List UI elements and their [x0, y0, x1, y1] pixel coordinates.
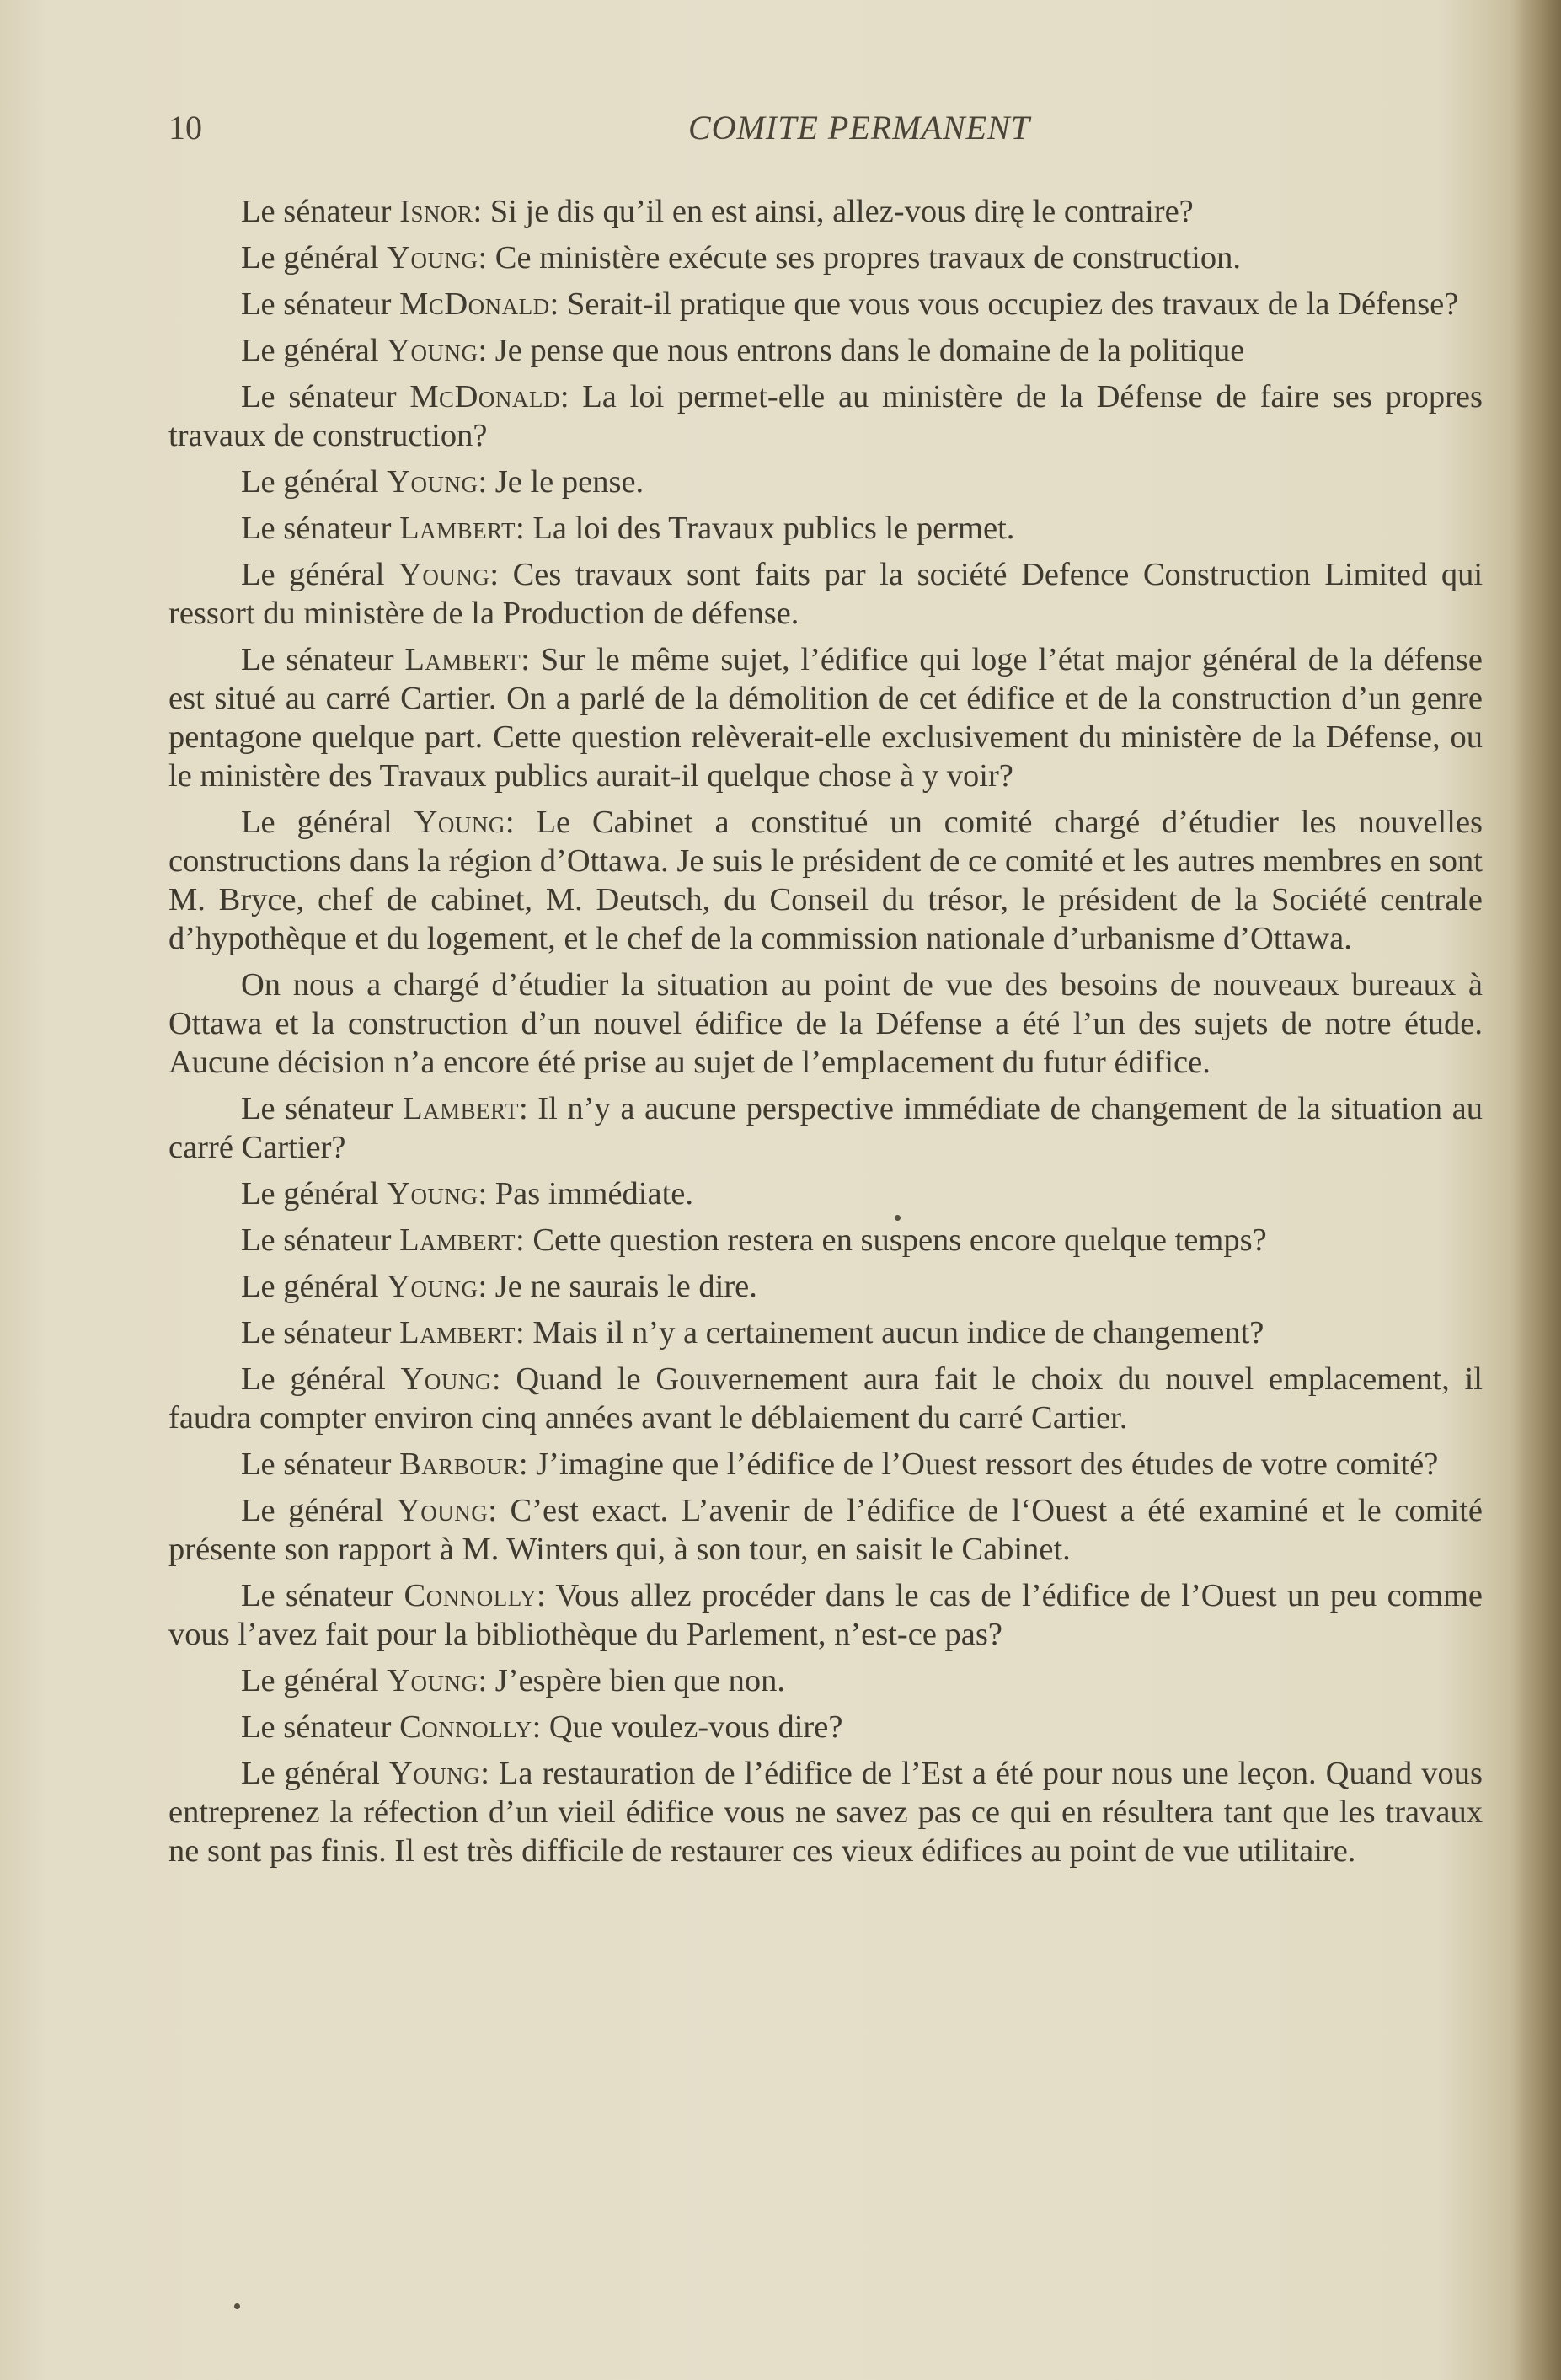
- speaker-name: Young: [400, 1361, 492, 1397]
- speaker-role: Le sénateur: [241, 379, 397, 414]
- transcript-paragraph: [168, 238, 1483, 277]
- speech-text: : Je ne saurais le dire.: [478, 1269, 757, 1304]
- transcript-paragraph: [168, 463, 1483, 501]
- speaker-role: Le général: [241, 1176, 379, 1211]
- speaker-role: Le sénateur: [241, 194, 392, 229]
- speech-text: : Ce ministère exécute ses propres travaux de construction.: [478, 240, 1241, 275]
- speaker-name: Lambert: [403, 1091, 519, 1126]
- speech-text: : Il n’y a aucune perspective immédiate de changement de la situation au carré Cartier?: [168, 1091, 1483, 1165]
- transcript-paragraph: [168, 1576, 1483, 1654]
- speaker-name: Lambert: [399, 1315, 516, 1350]
- speech-text: : Ces travaux sont faits par la société Defence Construction Limited qui ressort du ministère de la Production de défense.: [168, 557, 1483, 631]
- speech-text: : Pas immédiate.: [478, 1176, 694, 1211]
- speaker-name: Young: [387, 333, 478, 368]
- binding-gutter: [1510, 0, 1561, 2380]
- speaker-name: Connolly: [399, 1709, 532, 1745]
- speaker-name: Young: [387, 1663, 478, 1698]
- transcript-paragraph: [168, 1445, 1483, 1484]
- speaker-role: Le général: [241, 1663, 379, 1698]
- speaker-name: Young: [414, 805, 505, 840]
- speaker-role: Le sénateur: [241, 1091, 393, 1126]
- speech-text: : Si je dis qu’il en est ainsi, allez-vous dirę le contraire?: [473, 194, 1194, 229]
- speaker-name: Young: [388, 1756, 481, 1791]
- speech-text: : J’espère bien que non.: [478, 1663, 786, 1698]
- transcript-paragraph: [168, 1754, 1483, 1870]
- speaker-role: Le sénateur: [241, 1222, 392, 1258]
- speaker-name: Connolly: [404, 1578, 537, 1613]
- transcript-paragraph: [168, 1089, 1483, 1167]
- speech-text: : La restauration de l’édifice de l’Est a été pour nous une leçon. Quand vous entreprenez la réfection d’un vieil édifice vous ne savez pas ce qui en résultera tant que les travaux ne sont pas finis. Il est très difficile de restaurer ces vieux édifices au point de vue utilitaire.: [168, 1756, 1483, 1869]
- transcript-paragraph: [168, 1221, 1483, 1260]
- speaker-name: Lambert: [399, 1222, 516, 1258]
- transcript-paragraph: [168, 1708, 1483, 1746]
- transcript-paragraph: [168, 1313, 1483, 1352]
- speaker-role: Le général: [241, 1361, 386, 1397]
- speech-text: : La loi des Travaux publics le permet.: [516, 511, 1015, 546]
- transcript-paragraph: [168, 1174, 1483, 1213]
- speech-text: : Serait-il pratique que vous vous occupiez des travaux de la Défense?: [549, 286, 1459, 322]
- speaker-role: Le général: [241, 1269, 379, 1304]
- transcript-paragraph: [168, 1360, 1483, 1437]
- transcript-paragraph: [168, 1491, 1483, 1569]
- speaker-role: Le sénateur: [241, 1315, 392, 1350]
- speech-text: On nous a chargé d’étudier la situation au point de vue des besoins de nouveaux bureaux à Ottawa et la construction d’un nouvel édifice de la Défense a été l’un des sujets de notre étude. Aucune décision n’a encore été prise au sujet de l’emplacement du futur édifice.: [168, 967, 1483, 1080]
- speaker-name: McDonald: [409, 379, 560, 414]
- speaker-name: Young: [387, 1269, 478, 1304]
- page-header: [168, 108, 1483, 158]
- speaker-role: Le sénateur: [241, 1578, 394, 1613]
- speech-text: : Je pense que nous entrons dans le domaine de la politique: [478, 333, 1245, 368]
- transcript-paragraph: [168, 285, 1483, 324]
- page-number: 10: [168, 109, 202, 147]
- speaker-name: McDonald: [399, 286, 550, 322]
- speech-text: : Je le pense.: [478, 464, 644, 500]
- ink-speck: [895, 1215, 901, 1221]
- speech-text: : Que voulez-vous dire?: [532, 1709, 843, 1745]
- speaker-role: Le sénateur: [241, 511, 392, 546]
- speaker-name: Lambert: [404, 642, 521, 677]
- speaker-role: Le général: [241, 1756, 380, 1791]
- speech-text: : Cette question restera en suspens encore quelque temps?: [516, 1222, 1267, 1258]
- speech-text: : Quand le Gouvernement aura fait le choix du nouvel emplacement, il faudra compter environ cinq années avant le déblaiement du carré Cartier.: [168, 1361, 1483, 1436]
- speaker-name: Isnor: [399, 194, 473, 229]
- speech-text: : Mais il n’y a certainement aucun indice de changement?: [516, 1315, 1264, 1350]
- speaker-role: Le général: [241, 333, 379, 368]
- speaker-role: Le général: [241, 557, 385, 592]
- transcript-paragraph: [168, 331, 1483, 370]
- transcript-paragraph: [168, 1661, 1483, 1700]
- speaker-role: Le général: [241, 240, 379, 275]
- speaker-name: Lambert: [399, 511, 516, 546]
- speaker-role: Le sénateur: [241, 1709, 392, 1745]
- speech-text: : Sur le même sujet, l’édifice qui loge l’état major général de la défense est situé au carré Cartier. On a parlé de la démolition de cet édifice et de la construction d’un genre pentagone quelque part. Cette question relèverait-elle exclusivement du ministère de la Défense, ou le ministère des Travaux publics aurait-il quelque chose à y voir?: [168, 642, 1483, 794]
- ink-speck: [234, 2303, 240, 2309]
- speaker-name: Barbour: [399, 1447, 519, 1482]
- speech-text: : Vous allez procéder dans le cas de l’édifice de l’Ouest un peu comme vous l’avez fait pour la bibliothèque du Parlement, n’est-ce pas?: [168, 1578, 1483, 1652]
- transcript-paragraph: [168, 509, 1483, 548]
- speaker-role: Le général: [241, 464, 379, 500]
- speaker-name: Young: [396, 1493, 489, 1528]
- transcript-paragraph: [168, 640, 1483, 795]
- transcript-paragraph: [168, 965, 1483, 1082]
- transcript-body: [168, 192, 1483, 1878]
- speaker-role: Le général: [241, 1493, 384, 1528]
- speech-text: : La loi permet-elle au ministère de la Défense de faire ses propres travaux de construction?: [168, 379, 1483, 453]
- speaker-role: Le sénateur: [241, 286, 392, 322]
- running-title: COMITE PERMANENT: [688, 109, 1030, 147]
- speech-text: : J’imagine que l’édifice de l’Ouest ressort des études de votre comité?: [518, 1447, 1439, 1482]
- speaker-name: Young: [387, 240, 478, 275]
- speaker-name: Young: [398, 557, 490, 592]
- transcript-paragraph: [168, 1267, 1483, 1306]
- speaker-role: Le général: [241, 805, 393, 840]
- speaker-name: Young: [387, 464, 478, 500]
- speaker-role: Le sénateur: [241, 642, 394, 677]
- speaker-name: Young: [387, 1176, 478, 1211]
- transcript-paragraph: [168, 377, 1483, 455]
- speech-text: : C’est exact. L’avenir de l’édifice de l‘Ouest a été examiné et le comité présente son rapport à M. Winters qui, à son tour, en saisit le Cabinet.: [168, 1493, 1483, 1567]
- transcript-paragraph: [168, 803, 1483, 958]
- transcript-paragraph: [168, 192, 1483, 231]
- speaker-role: Le sénateur: [241, 1447, 392, 1482]
- speech-text: : Le Cabinet a constitué un comité chargé d’étudier les nouvelles constructions dans la région d’Ottawa. Je suis le président de ce comité et les autres membres en sont M. Bryce, chef de cabinet, M. Deutsch, du Conseil du trésor, le président de la Société centrale d’hypothèque et du logement, et le chef de la commission nationale d’urbanisme d’Ottawa.: [168, 805, 1483, 956]
- transcript-paragraph: [168, 555, 1483, 633]
